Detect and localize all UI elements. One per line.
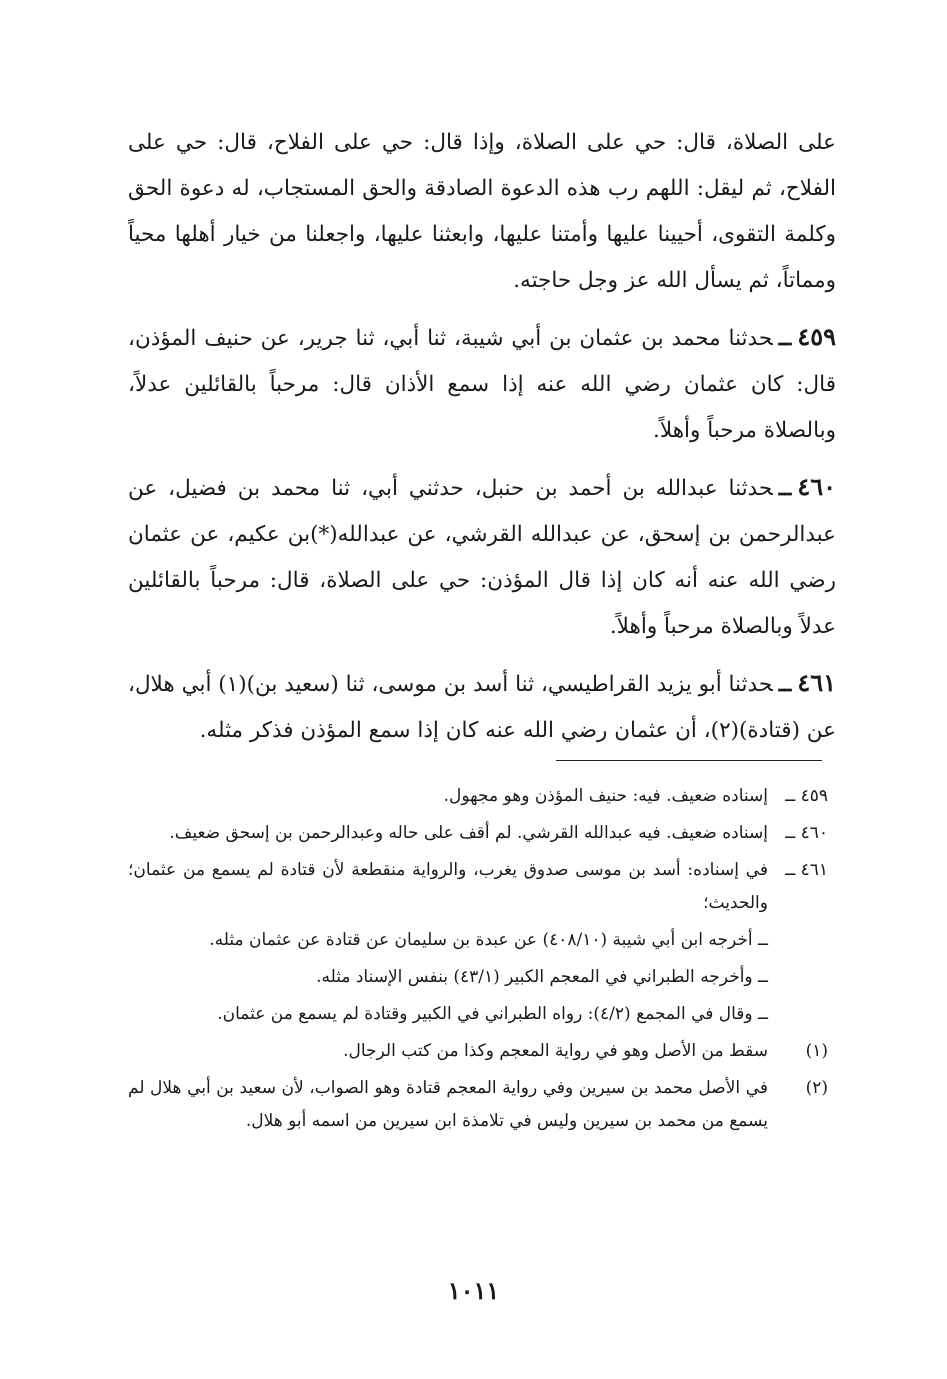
- hadith-text: حدثنا أبو يزيد القراطيسي، ثنا أسد بن موسى، ثنا (سعيد بن)(١) أبي هلال، عن (قتادة)(٢)، أن عثمان رضي الله عنه كان إذا سمع المؤذن فذكر مثله.: [128, 672, 836, 743]
- footnotes: [128, 780, 828, 1142]
- hadith-461: [128, 660, 836, 754]
- hadith-text: حدثنا عبدالله بن أحمد بن حنبل، حدثني أبي، ثنا محمد بن فضيل، عن عبدالرحمن بن إسحق، عن عبدالله القرشي، عن عبدالله(*)بن عكيم، عن عثمان رضي الله عنه أنه كان إذا قال المؤذن: حي على الصلاة، قال: مرحباً بالقائلين عدلاً وبالصلاة مرحباً وأهلاً.: [128, 476, 836, 639]
- footnote-460: [128, 817, 828, 850]
- hadith-separator: ــ: [778, 672, 792, 697]
- takhrij-item: ــ أخرجه ابن أبي شيبة (٤٠٨/١٠) عن عبدة بن سليمان عن قتادة عن عثمان مثله.: [209, 930, 768, 950]
- hadith-separator: ــ: [778, 476, 792, 501]
- footnote-text: إسناده ضعيف. فيه عبدالله القرشي. لم أقف على حاله وعبدالرحمن بن إسحق ضعيف.: [169, 823, 768, 843]
- variant-number: (١): [805, 1041, 828, 1061]
- hadith-number: ٤٦١: [797, 668, 836, 697]
- variant-text: في الأصل محمد بن سيرين وفي رواية المعجم قتادة وهو الصواب، لأن سعيد بن أبي هلال لم يسمع من محمد بن سيرين وليس في تلامذة ابن سيرين من اسمه أبو هلال.: [128, 1078, 768, 1131]
- variant-text: سقط من الأصل وهو في رواية المعجم وكذا من كتب الرجال.: [343, 1041, 768, 1061]
- main-text: [128, 120, 836, 764]
- takhrij-item: ــ وقال في المجمع (٤/٢): رواه الطبراني في الكبير وقتادة لم يسمع من عثمان.: [217, 1004, 768, 1024]
- footnote-461: [128, 854, 828, 920]
- footnote-divider: [556, 760, 822, 761]
- footnote-number: ٤٥٩ ــ: [785, 786, 828, 806]
- hadith-text: حدثنا محمد بن عثمان بن أبي شيبة، ثنا أبي، ثنا جرير، عن حنيف المؤذن، قال: كان عثمان رضي الله عنه إذا سمع الأذان قال: مرحباً بالقائلين عدلاً، وبالصلاة مرحباً وأهلاً.: [128, 326, 836, 443]
- hadith-number: ٤٥٩: [797, 322, 836, 351]
- page-number: ١٠١١: [447, 1276, 500, 1305]
- footnote-text: في إسناده: أسد بن موسى صدوق يغرب، والرواية منقطعة لأن قتادة لم يسمع من عثمان؛ والحديث؛: [128, 860, 768, 913]
- intro-paragraph: على الصلاة، قال: حي على الصلاة، وإذا قال: حي على الفلاح، قال: حي على الفلاح، ثم ليقل: اللهم رب هذه الدعوة الصادقة والحق المستجاب، له دعوة الحق وكلمة التقوى، أحيينا عليها وأمتنا عليها، وابعثنا عليها، واجعلنا من خيار أهلها محياً ومماتاً، ثم يسأل الله عز وجل حاجته.: [128, 130, 836, 293]
- footnote-number: ٤٦٠ ــ: [785, 823, 828, 843]
- footnote-459: [128, 780, 828, 813]
- takhrij-item: ــ وأخرجه الطبراني في المعجم الكبير (٤٣/١) بنفس الإسناد مثله.: [316, 967, 768, 987]
- footnote-text: إسناده ضعيف. فيه: حنيف المؤذن وهو مجهول.: [443, 786, 768, 806]
- footnote-number: ٤٦١ ــ: [785, 860, 828, 880]
- variant-number: (٢): [805, 1078, 828, 1098]
- hadith-459: [128, 314, 836, 454]
- variant-note-1: [128, 1035, 828, 1068]
- hadith-460: [128, 464, 836, 650]
- variant-note-2: [128, 1072, 828, 1138]
- hadith-number: ٤٦٠: [797, 472, 836, 501]
- hadith-separator: ــ: [778, 326, 792, 351]
